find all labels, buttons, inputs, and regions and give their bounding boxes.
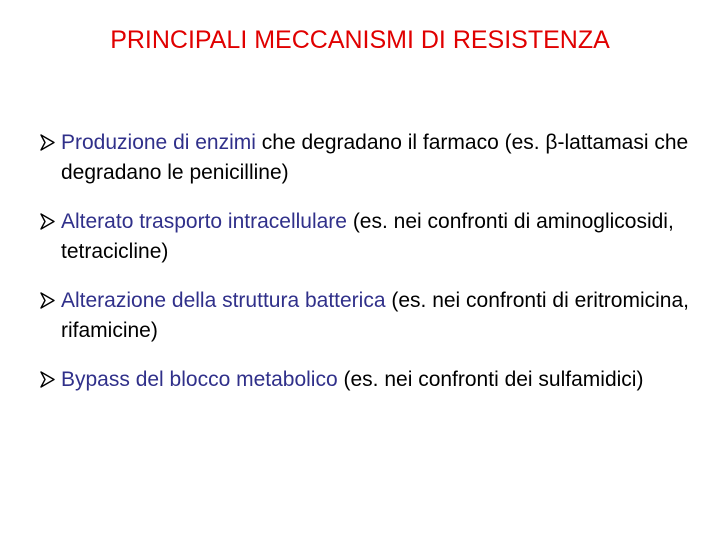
bullet-item bbox=[40, 286, 700, 346]
bullet-item bbox=[40, 207, 700, 267]
arrowhead-bullet-icon bbox=[40, 292, 55, 309]
bullet-lead-text: Produzione di enzimi bbox=[61, 131, 256, 154]
bullet-item bbox=[40, 128, 700, 188]
bullet-rest-text: (es. nei confronti di aminoglicosidi, tetracicline) bbox=[61, 210, 674, 263]
arrowhead-bullet-icon bbox=[40, 213, 55, 230]
bullet-list bbox=[40, 128, 700, 414]
bullet-rest-text: (es. nei confronti dei sulfamidici) bbox=[337, 368, 644, 391]
bullet-lead-text: Alterato trasporto intracellulare bbox=[61, 210, 347, 233]
bullet-lead-text: Alterazione della struttura batterica bbox=[61, 289, 386, 312]
bullet-item bbox=[40, 365, 700, 395]
bullet-rest-text: (es. nei confronti di eritromicina, rifamicine) bbox=[61, 289, 689, 342]
arrowhead-bullet-icon bbox=[40, 371, 55, 388]
arrowhead-bullet-icon bbox=[40, 134, 55, 151]
bullet-rest-text: che degradano il farmaco (es. β-lattamasi che degradano le penicilline) bbox=[61, 131, 689, 184]
slide-title: PRINCIPALI MECCANISMI DI RESISTENZA bbox=[110, 26, 610, 54]
bullet-lead-text: Bypass del blocco metabolico bbox=[61, 368, 338, 391]
